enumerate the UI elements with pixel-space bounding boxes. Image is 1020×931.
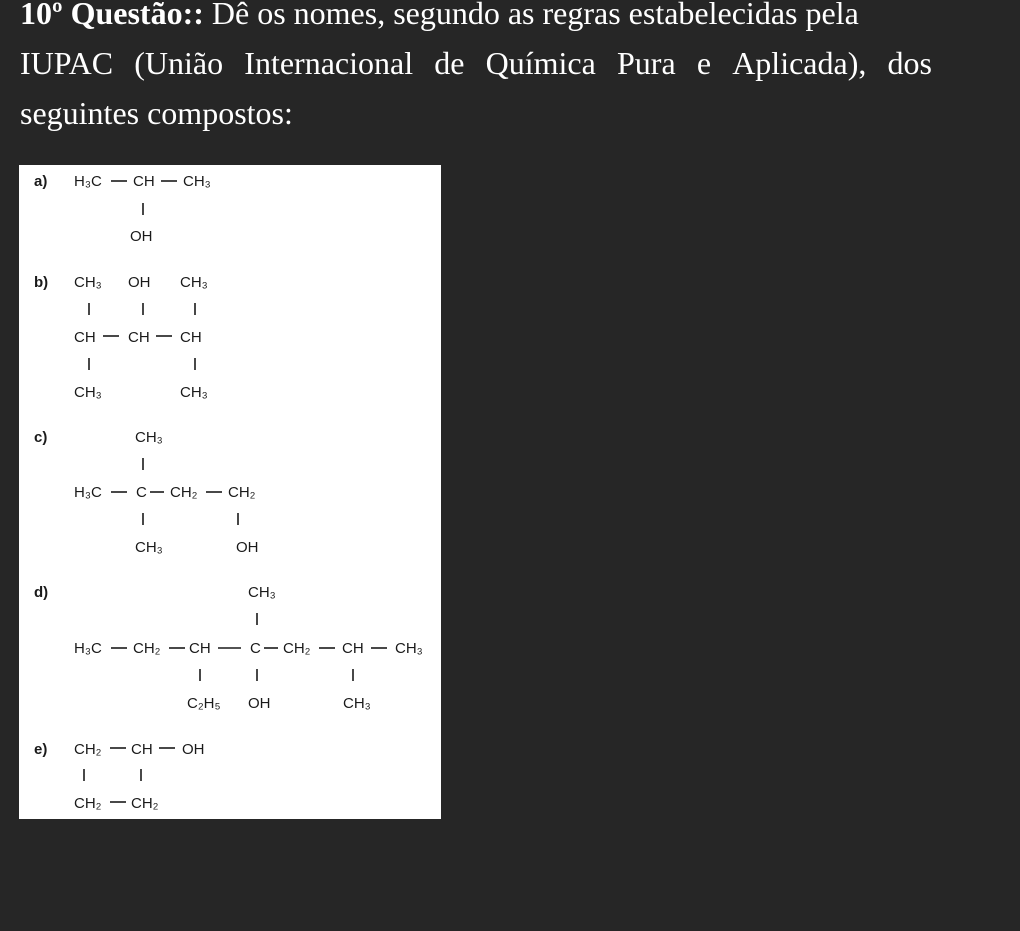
compound-b-top-3: CH₃ [180, 274, 208, 291]
question-word: e [696, 45, 712, 81]
question-word: de [434, 45, 465, 81]
compound-b-bottom-1: CH₃ [74, 384, 102, 401]
compound-c-c: C [136, 484, 147, 501]
question-word: dos [887, 45, 932, 81]
compound-d-label: d) [34, 584, 49, 601]
question-line-3: seguintes compostos: [20, 95, 293, 131]
compound-d-ch2-b: CH₂ [283, 640, 311, 657]
compounds-figure [19, 165, 441, 819]
compounds-svg [19, 165, 441, 819]
question-word: IUPAC [20, 45, 114, 81]
compound-b-label: b) [34, 274, 49, 291]
compound-a-ch: CH [133, 173, 155, 190]
compound-a-label: a) [34, 173, 48, 190]
compound-c-top: CH₃ [135, 429, 163, 446]
compound-a [34, 173, 211, 245]
compound-c-label: c) [34, 429, 48, 446]
compound-b-top-2: OH [128, 274, 151, 291]
compound-d-h3c: H₃C [74, 640, 102, 657]
question-line-1 [20, 0, 1020, 38]
compound-a-h3c: H₃C [74, 173, 102, 190]
question-word: Pura [616, 45, 676, 81]
compound-b-mid-2: CH [128, 329, 150, 346]
compound-d-ch-b: CH [342, 640, 364, 657]
compound-d-ch3-end: CH₃ [395, 640, 423, 657]
compound-c [34, 429, 259, 556]
compound-b [34, 274, 208, 401]
compound-d-c2h5: C₂H₅ [187, 695, 221, 712]
compound-d-c: C [250, 640, 261, 657]
compound-c-ch2-b: CH₂ [228, 484, 256, 501]
question-word: (União [134, 45, 224, 81]
compound-b-mid-1: CH [74, 329, 96, 346]
compound-c-bottom-oh: OH [236, 539, 259, 556]
compound-d-oh: OH [248, 695, 271, 712]
compound-e-bottom-ch2-b: CH₂ [131, 795, 159, 812]
compound-b-top-1: CH₃ [74, 274, 102, 291]
compound-d [34, 584, 423, 712]
compound-d-bottom-ch3: CH₃ [343, 695, 371, 712]
question-line-1-text: Dê os nomes, segundo as regras estabelecidas pela [203, 0, 859, 31]
question-number: 10º Questão:: [20, 0, 204, 31]
compound-d-ch2-a: CH₂ [133, 640, 161, 657]
compound-e-label: e) [34, 741, 48, 758]
question-word: Química [485, 45, 596, 81]
compound-c-h3c: H₃C [74, 484, 102, 501]
question-text [20, 0, 1020, 138]
compound-e-top-ch: CH [131, 741, 153, 758]
compound-a-oh: OH [130, 228, 153, 245]
compound-b-bottom-3: CH₃ [180, 384, 208, 401]
compound-e-top-oh: OH [182, 741, 205, 758]
compound-c-ch2-a: CH₂ [170, 484, 198, 501]
compound-e-bottom-ch2-a: CH₂ [74, 795, 102, 812]
compound-e-top-ch2: CH₂ [74, 741, 102, 758]
compound-a-ch3: CH₃ [183, 173, 211, 190]
compound-e [34, 741, 205, 812]
compound-b-mid-3: CH [180, 329, 202, 346]
compound-c-bottom-ch3: CH₃ [135, 539, 163, 556]
question-line-2 [20, 38, 932, 88]
compound-d-top: CH₃ [248, 584, 276, 601]
question-word: Internacional [244, 45, 414, 81]
compound-d-ch: CH [189, 640, 211, 657]
question-word: Aplicada), [732, 45, 867, 81]
